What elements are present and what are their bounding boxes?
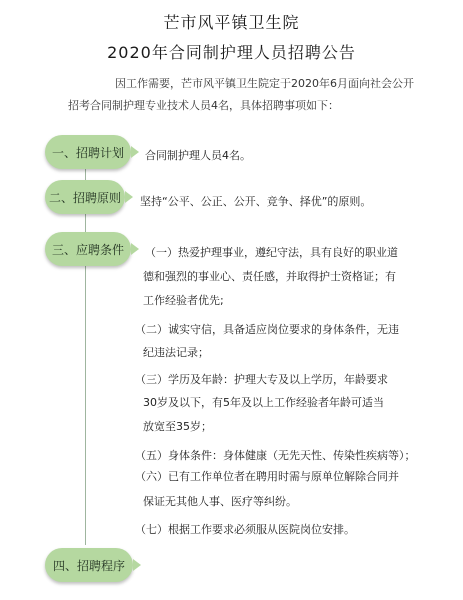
plan-text: 合同制护理人员4名。	[145, 149, 251, 162]
title-line-2: 2020年合同制护理人员招聘公告	[107, 43, 356, 62]
pill-arrow-plan	[131, 146, 139, 158]
title-line-1: 芒市风平镇卫生院	[163, 13, 300, 32]
section-pill-procedure: 四、招聘程序	[45, 548, 133, 582]
condition-3-line-1: （三）学历及年龄：护理大专及以上学历，年龄要求	[135, 373, 388, 386]
intro-line-2: 招考合同制护理专业技术人员4名，具体招聘事项如下：	[68, 99, 339, 112]
condition-2-line-1: （二）诚实守信，具备适应岗位要求的身体条件，无违	[135, 323, 399, 336]
section-pill-conditions: 三、应聘条件	[45, 232, 131, 266]
condition-1-line-3: 工作经验者优先;	[143, 294, 224, 307]
condition-2-line-2: 纪违法记录；	[143, 346, 209, 359]
principle-text: 坚持“公平、公正、公开、竞争、择优”的原则。	[140, 195, 372, 208]
condition-3-line-2: 30岁及以下，有5年及以上工作经验者年龄可适当	[143, 396, 384, 409]
condition-5: （五）身体条件：身体健康（无先天性、传染性疾病等）；	[135, 449, 416, 462]
intro-line-1: 因工作需要，芒市风平镇卫生院定于2020年6月面向社会公开	[115, 77, 414, 90]
condition-3-line-3: 放宽至35岁；	[143, 420, 212, 433]
section-pill-principle: 二、招聘原则	[45, 180, 125, 214]
section-pill-plan: 一、招聘计划	[45, 135, 131, 169]
condition-1-line-2: 德和强烈的事业心、责任感，并取得护士资格证；有	[143, 270, 396, 283]
pill-arrow-conditions	[131, 243, 139, 255]
condition-6-line-2: 保证无其他人事、医疗等纠纷。	[143, 495, 297, 508]
condition-7: （七）根据工作要求必须服从医院岗位安排。	[135, 523, 355, 536]
pill-arrow-principle	[125, 191, 133, 203]
condition-6-line-1: （六）已有工作单位者在聘用时需与原单位解除合同并	[135, 470, 399, 483]
condition-1-line-1: （一）热爱护理事业，遵纪守法，具有良好的职业道	[145, 246, 398, 259]
pill-arrow-procedure	[133, 559, 141, 571]
